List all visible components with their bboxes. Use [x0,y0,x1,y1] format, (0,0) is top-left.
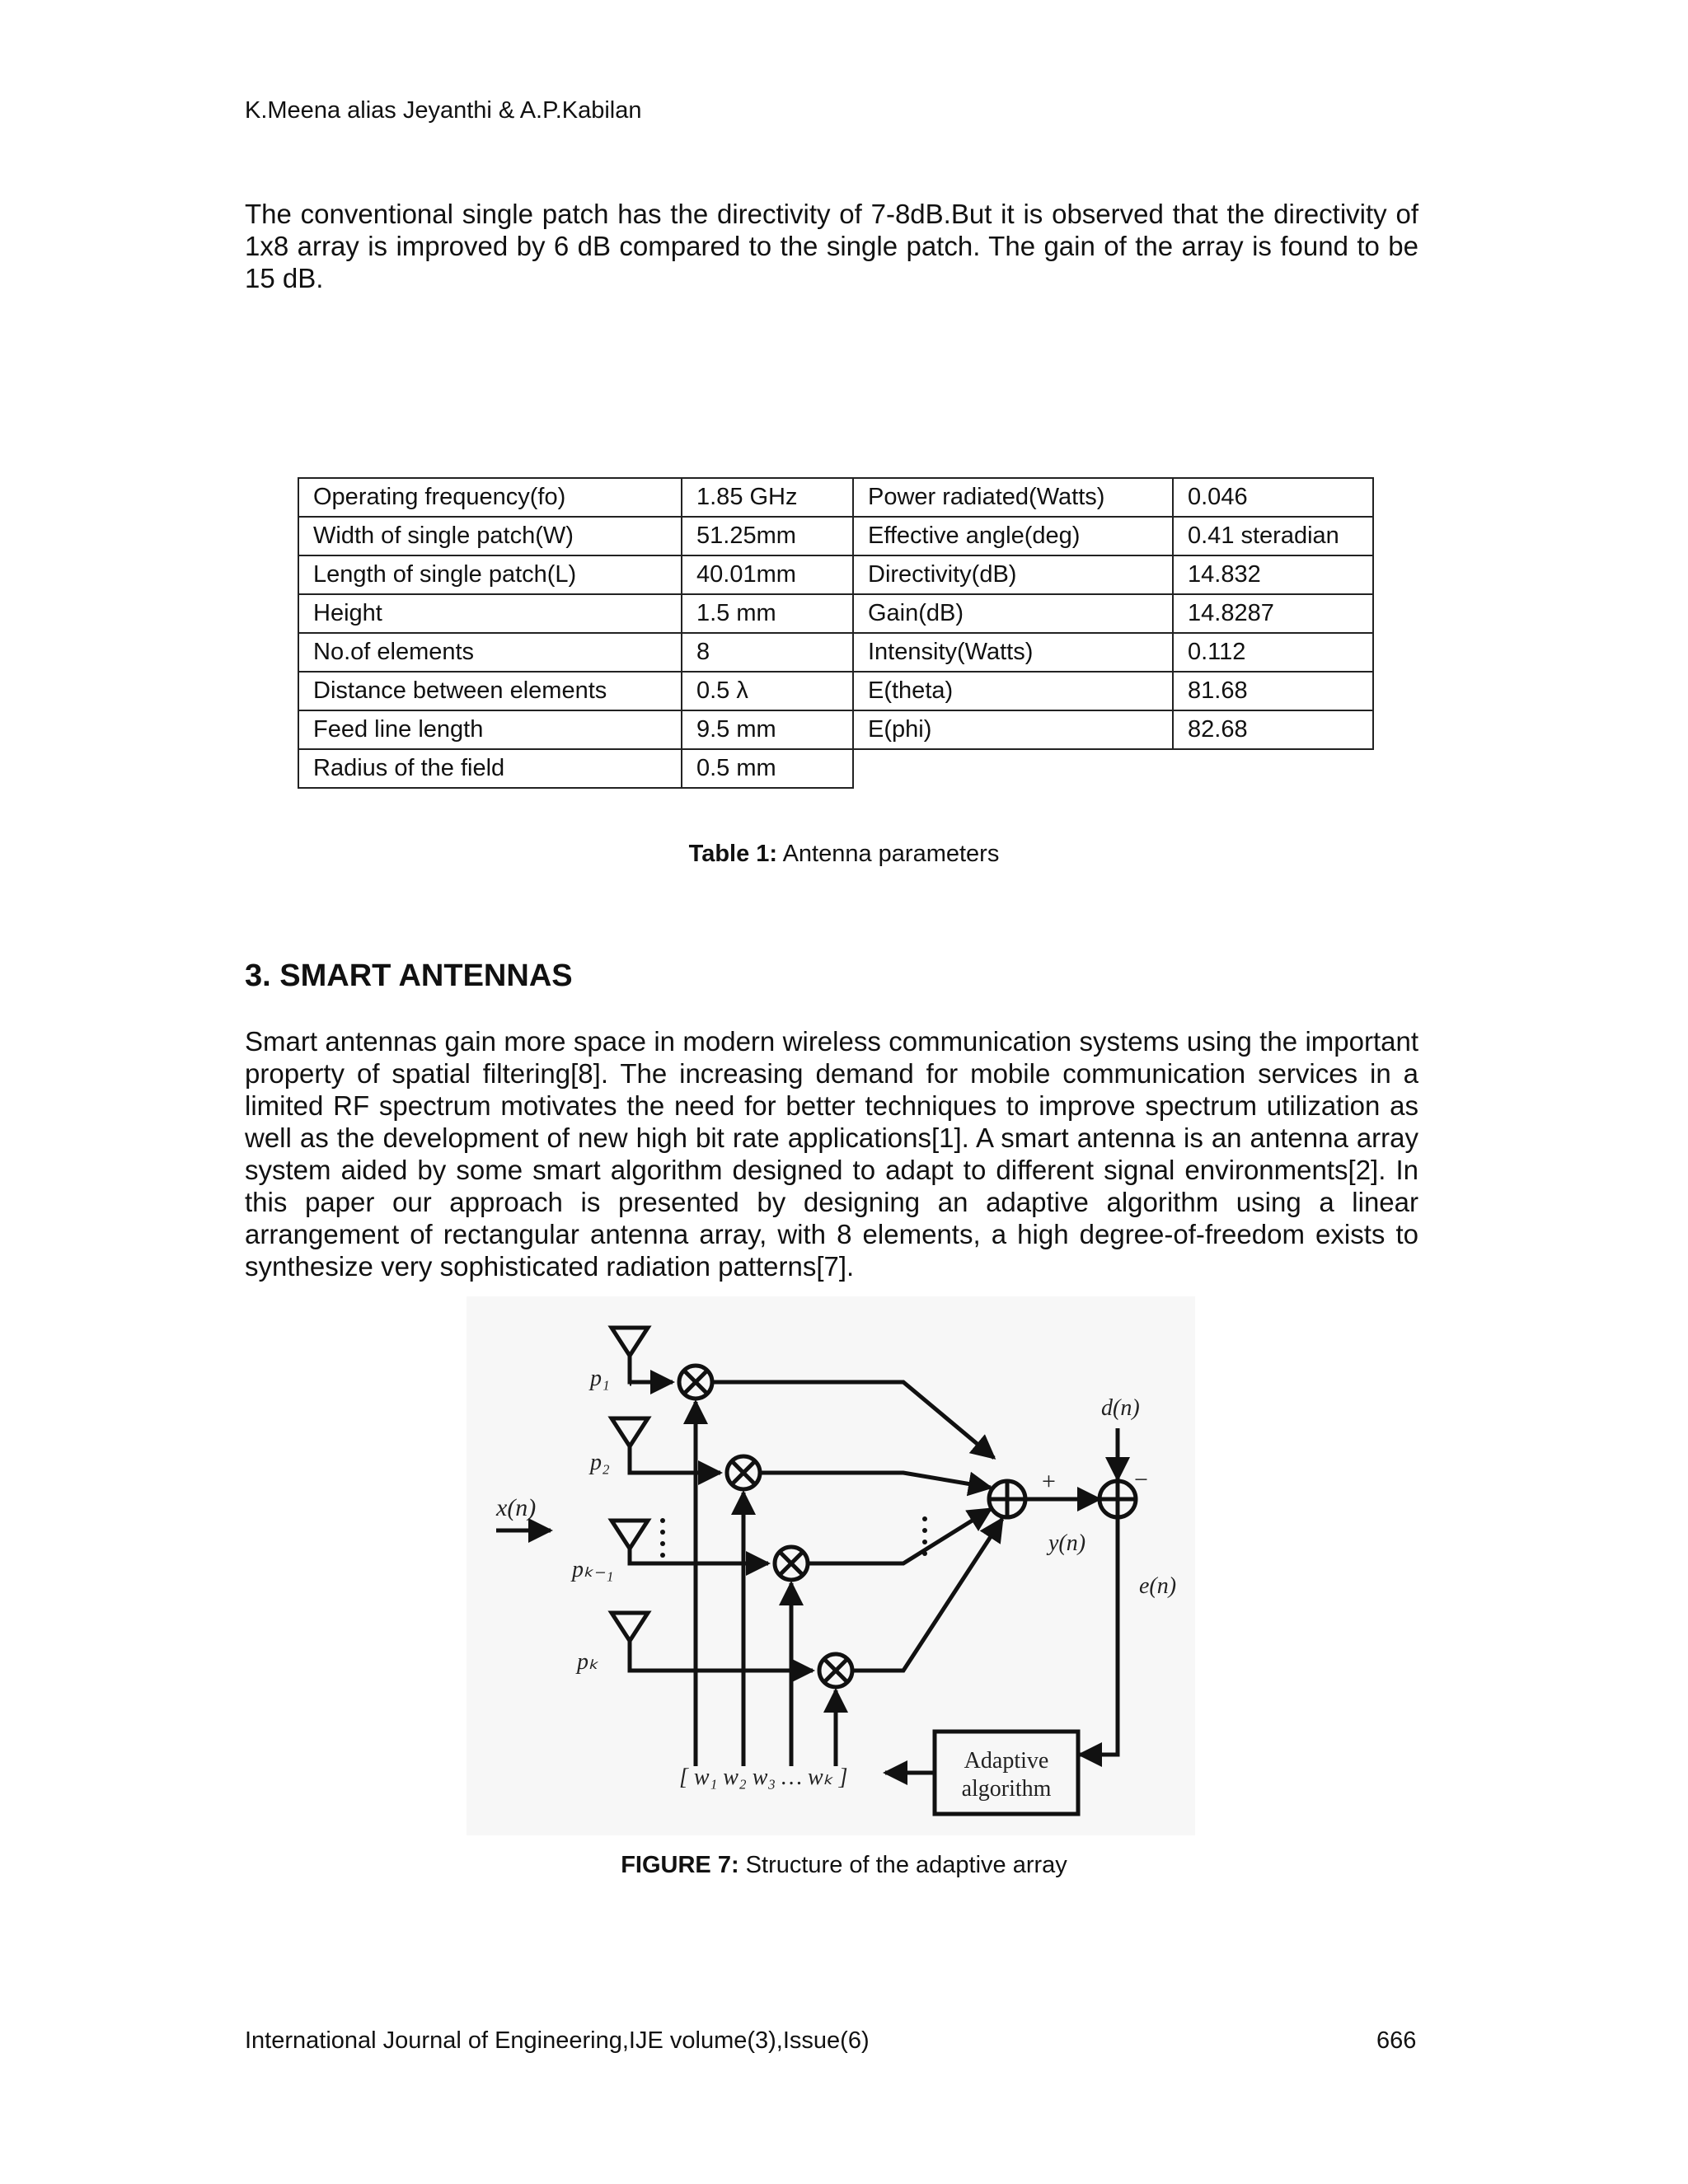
figure-caption [0,1852,1688,1879]
table-cell: Feed line length [298,710,682,749]
antenna-k [612,1613,648,1667]
table-row [298,749,1373,788]
table-cell: 81.68 [1173,672,1373,710]
table-cell: Directivity(dB) [853,555,1173,594]
label-input: x(n) [496,1494,537,1521]
table-row [298,555,1373,594]
table-cell: Radius of the field [298,749,682,788]
table-cell: 14.832 [1173,555,1373,594]
table-cell: 9.5 mm [682,710,853,749]
label-pk: pₖ [577,1649,598,1675]
table-cell: E(theta) [853,672,1173,710]
table-caption [0,841,1688,868]
adaptive-array-figure [467,1296,1195,1835]
label-desired: d(n) [1101,1395,1140,1421]
table-cell: 0.112 [1173,633,1373,672]
table-cell: No.of elements [298,633,682,672]
antenna-k-1 [612,1521,648,1558]
table-cell: 0.41 steradian [1173,517,1373,555]
table-row [298,594,1373,633]
adaptive-array-diagram [467,1296,1195,1835]
table-row [298,517,1373,555]
intro-paragraph: The conventional single patch has the directivity of 7-8dB.But it is observed that the directivity of 1x8 array is improved by 6 dB compared to the single patch. The gain of the array is found to be 15 dB. [245,199,1418,293]
table-cell: Operating frequency(fo) [298,478,682,517]
label-error: e(n) [1139,1573,1177,1599]
table-caption-text: Antenna parameters [782,841,1000,867]
multiplier-3 [775,1547,808,1580]
table-cell: 1.85 GHz [682,478,853,517]
label-plus: + [1042,1468,1056,1495]
table-cell: Gain(dB) [853,594,1173,633]
running-header-authors: K.Meena alias Jeyanthi & A.P.Kabilan [245,97,642,124]
table-row [298,633,1373,672]
label-weights: [ w₁ w₂ w₃ … wₖ ] [679,1765,848,1790]
label-algo-line2: algorithm [961,1776,1052,1802]
table-cell: 0.5 mm [682,749,853,788]
table-cell: Intensity(Watts) [853,633,1173,672]
table-row [298,672,1373,710]
table-cell: Length of single patch(L) [298,555,682,594]
table-cell [1173,749,1373,788]
table-row [298,478,1373,517]
table-cell: 51.25mm [682,517,853,555]
multiplier-2 [727,1456,760,1489]
table-cell: 8 [682,633,853,672]
table-cell: 0.5 λ [682,672,853,710]
multiplier-1 [679,1366,712,1399]
antenna-2 [612,1418,648,1469]
table-cell: Power radiated(Watts) [853,478,1173,517]
table-caption-label: Table 1: [688,841,778,867]
table-cell: Distance between elements [298,672,682,710]
summer-output [989,1481,1025,1517]
multiplier-k [819,1654,852,1687]
label-p1: p₁ [590,1366,610,1391]
table-cell: 14.8287 [1173,594,1373,633]
label-minus: − [1134,1466,1148,1493]
table-row [298,710,1373,749]
ellipsis-dots [660,1516,927,1558]
label-algo-line1: Adaptive [964,1748,1049,1774]
table-cell: 1.5 mm [682,594,853,633]
section-title: 3. SMART ANTENNAS [245,958,573,993]
table-cell [853,749,1173,788]
table-cell: 82.68 [1173,710,1373,749]
table-cell: 0.046 [1173,478,1373,517]
antenna-parameters-table [298,477,1374,789]
figure-caption-text: Structure of the adaptive array [745,1852,1067,1878]
summer-error [1100,1481,1136,1517]
table-cell: Height [298,594,682,633]
footer-journal: International Journal of Engineering,IJE volume(3),Issue(6) [245,2027,870,2054]
figure-caption-label: FIGURE 7: [621,1852,739,1878]
table-cell: 40.01mm [682,555,853,594]
label-output: y(n) [1048,1530,1086,1556]
table-cell: Effective angle(deg) [853,517,1173,555]
label-pk-1: pₖ₋₁ [572,1557,614,1582]
footer-page-number: 666 [1376,2027,1417,2054]
table-cell: Width of single patch(W) [298,517,682,555]
section-paragraph: Smart antennas gain more space in modern wireless communication systems using the important property of spatial filtering[8]. The increasing demand for mobile communication services in a limited RF spectrum motivates the need for better techniques to improve spectrum utilization as well as the development of new high bit rate applications[1]. A smart antenna is an antenna array system aided by some smart algorithm designed to adapt to different signal environments[2]. In this paper our approach is presented by designing an adaptive algorithm using a linear arrangement of rectangular antenna array, with 8 elements, a high degree-of-freedom exists to synthesize very sophisticated radiation patterns[7]. [245,1026,1418,1282]
table-cell: E(phi) [853,710,1173,749]
label-p2: p₂ [590,1450,610,1475]
